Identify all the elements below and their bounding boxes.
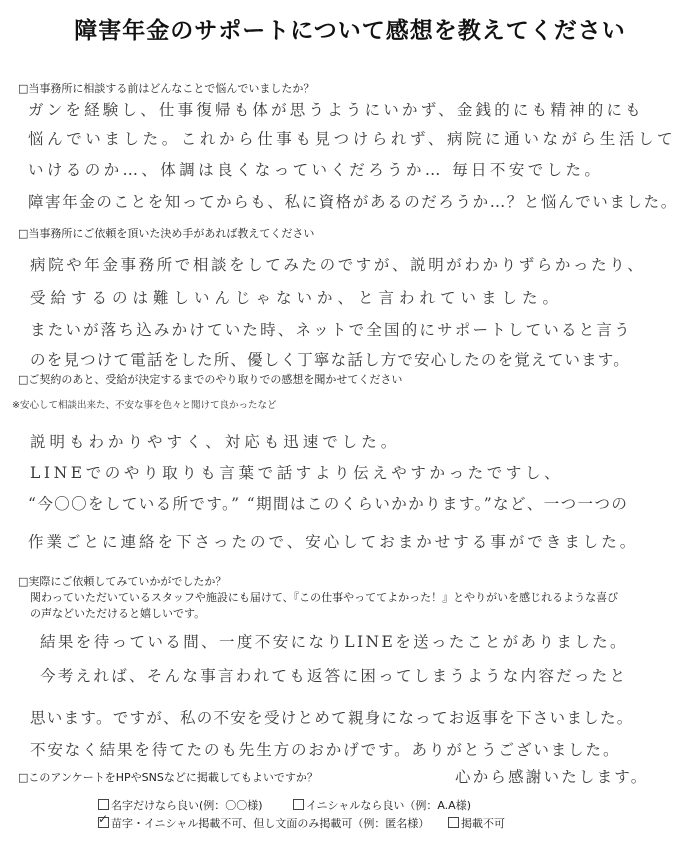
question-4-line-2: 関わっていただいているスタッフや施設にも届けて、『この仕事やっててよかった！』とやりがいを感じれるような喜び [30,591,619,604]
question-2: □当事務所にご依頼を頂いた決め手があれば教えてください [18,227,315,240]
answer-1-line-4: 障害年金のことを知ってからも、私に資格があるのだろうか…？と悩んでいました。 [28,193,678,211]
option-initials[interactable] [293,797,471,813]
question-4-line-3: の声などいただけると嬉しいです。 [30,607,206,620]
page-title: 障害年金のサポートについて感想を教えてください [74,18,626,44]
answer-4-line-3: 思います。ですが、私の不安を受けとめて親身になってお返事を下さいました。 [30,709,634,727]
checkbox-no-publish[interactable] [448,817,459,828]
answer-2-line-4: のを見つけて電話をした所、優しく丁寧な話し方で安心したのを覚えています。 [30,351,630,369]
option-surname-only[interactable] [98,797,263,813]
option-anonymous[interactable] [98,812,430,831]
option-label: イニシャルなら良い（例：A.A様) [306,799,471,812]
answer-4-line-2: 今考えれば、そんな事言われても返答に困ってしまうような内容だったと [40,667,628,685]
question-1: □当事務所に相談する前はどんなことで悩んでいましたか？ [18,82,315,95]
answer-1-line-3: いけるのか…、体調は良くなっていくだろうか… 毎日不安でした。 [28,161,604,179]
answer-4-line-4: 不安なく結果を待てたのも先生方のおかげです。ありがとうございました。 [30,741,621,759]
answer-2-line-1: 病院や年金事務所で相談をしてみたのですが、説明がわかりずらかったり、 [30,256,646,274]
question-5: □このアンケートをHPやSNSなどに掲載してもよいですか？ [18,771,318,784]
answer-3-line-3: “今〇〇をしている所です。” “期間はこのくらいかかります。”など、一つ一つの [28,495,629,513]
answer-2-line-3: またいが落ち込みかけていた時、ネットで全国的にサポートしていると言う [30,321,632,339]
check-icon: ✓ [98,812,109,826]
option-label: 名字だけなら良い(例：〇〇様) [111,799,263,812]
checkbox-surname-only[interactable] [98,799,109,810]
answer-3-line-2: LINEでのやり取りも言葉で話すより伝えやすかったですし、 [30,464,564,482]
option-label: 掲載不可 [461,817,505,830]
checkbox-initials[interactable] [293,799,304,810]
question-3-note: ※安心して相談出来た、不安な事を色々と聞けて良かったなど [12,400,277,411]
checkbox-anonymous[interactable] [98,812,109,828]
answer-3-line-4: 作業ごとに連絡を下さったので、安心しておまかせする事ができました。 [28,533,639,551]
answer-1-line-1: ガンを経験し、仕事復帰も体が思うようにいかず、金銭的にも精神的にも [28,101,644,119]
answer-3-line-1: 説明もわかりやすく、対応も迅速でした。 [30,433,401,451]
question-3: □ご契約のあと、受給が決定するまでのやり取りでの感想を聞かせてください [18,373,403,386]
answer-2-line-2: 受給するのは難しいんじゃないか、と言われていました。 [30,289,564,307]
answer-4-line-5: 心から感謝いたします。 [455,768,649,786]
answer-1-line-2: 悩んでいました。これから仕事も見つけられず、病院に通いながら生活して [28,130,677,148]
question-4: □実際にご依頼してみていかがでしたか？ [18,575,227,588]
answer-4-line-1: 結果を待っている間、一度不安になりLINEを送ったことがありました。 [40,633,628,651]
option-label: 苗字・イニシャル掲載不可、但し文面のみ掲載可（例：匿名様） [111,817,430,830]
option-no-publish[interactable] [448,815,505,831]
